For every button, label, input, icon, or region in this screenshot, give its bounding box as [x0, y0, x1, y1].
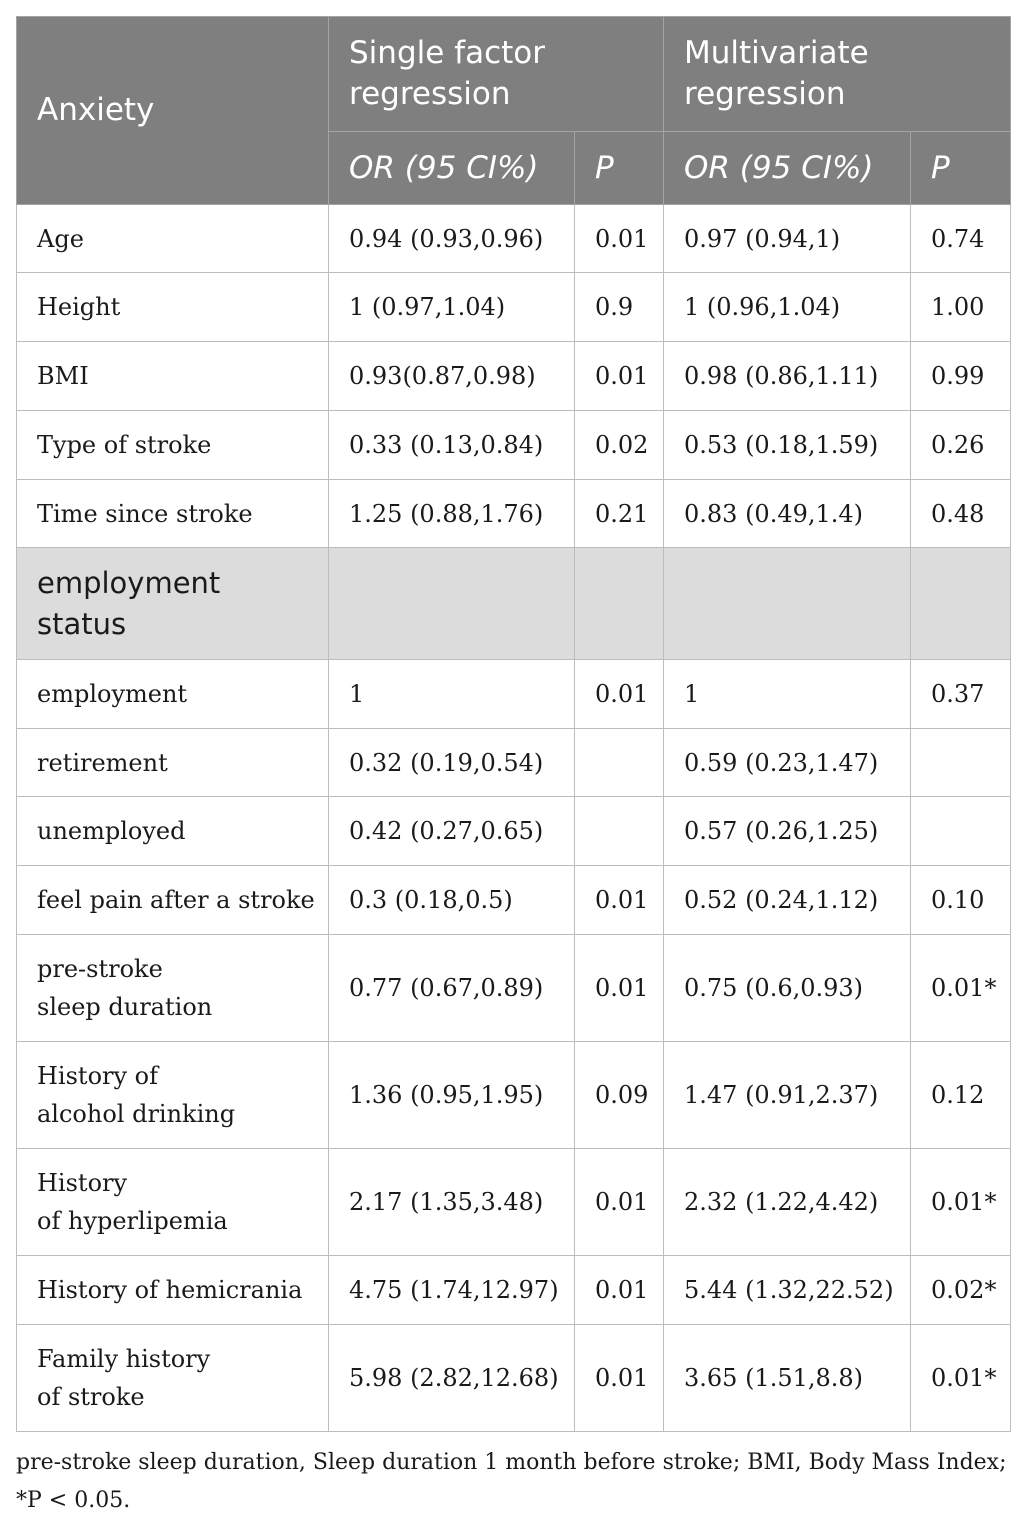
section-label: employment status	[17, 548, 329, 660]
or-single: 0.32 (0.19,0.54)	[329, 729, 575, 797]
p-single	[575, 797, 664, 866]
table-row	[17, 797, 1011, 866]
row-label: History of hemicrania	[17, 1256, 329, 1325]
or-multi: 0.57 (0.26,1.25)	[664, 797, 911, 866]
col-header-p-multi: P	[911, 132, 1011, 205]
row-label: Time since stroke	[17, 480, 329, 548]
or-single: 4.75 (1.74,12.97)	[329, 1256, 575, 1325]
p-multi: 0.01*	[911, 1149, 1011, 1256]
table-footnote	[16, 1444, 1010, 1520]
footnote-line: *P < 0.05.	[16, 1488, 131, 1513]
p-multi	[911, 729, 1011, 797]
section-empty-cell	[911, 548, 1011, 660]
row-label-line: of hyperlipemia	[37, 1207, 228, 1235]
row-header-anxiety: Anxiety	[17, 17, 329, 205]
p-multi: 0.01*	[911, 1325, 1011, 1432]
or-single: 0.3 (0.18,0.5)	[329, 866, 575, 935]
table-row	[17, 729, 1011, 797]
or-single: 0.33 (0.13,0.84)	[329, 411, 575, 480]
col-header-or-single: OR (95 CI%)	[329, 132, 575, 205]
or-single: 0.77 (0.67,0.89)	[329, 935, 575, 1042]
or-multi: 3.65 (1.51,8.8)	[664, 1325, 911, 1432]
p-multi: 1.00	[911, 273, 1011, 342]
p-multi: 0.26	[911, 411, 1011, 480]
or-multi: 0.53 (0.18,1.59)	[664, 411, 911, 480]
table-row	[17, 342, 1011, 411]
p-multi: 0.48	[911, 480, 1011, 548]
p-multi: 0.10	[911, 866, 1011, 935]
row-label-line: pre-stroke	[37, 955, 163, 983]
row-label: BMI	[17, 342, 329, 411]
table-row	[17, 866, 1011, 935]
or-multi: 2.32 (1.22,4.42)	[664, 1149, 911, 1256]
or-multi: 1	[664, 660, 911, 729]
row-label-line: History of	[37, 1062, 159, 1090]
p-single: 0.01	[575, 1325, 664, 1432]
row-label-line: of stroke	[37, 1383, 145, 1411]
or-single: 1	[329, 660, 575, 729]
p-single: 0.09	[575, 1042, 664, 1149]
row-label-line: alcohol drinking	[37, 1100, 236, 1128]
col-header-or-multi: OR (95 CI%)	[664, 132, 911, 205]
section-row-employment-status	[17, 548, 1011, 660]
table-row	[17, 935, 1011, 1042]
table-row	[17, 1042, 1011, 1149]
or-single: 1.36 (0.95,1.95)	[329, 1042, 575, 1149]
row-label: employment	[17, 660, 329, 729]
or-single: 0.94 (0.93,0.96)	[329, 205, 575, 273]
p-multi: 0.01*	[911, 935, 1011, 1042]
footnote-line: pre-stroke sleep duration, Sleep duration 1 month before stroke; BMI, Body Mass Index;	[16, 1450, 1007, 1475]
row-label: Type of stroke	[17, 411, 329, 480]
row-label: Height	[17, 273, 329, 342]
p-single: 0.01	[575, 205, 664, 273]
p-single	[575, 729, 664, 797]
or-multi: 0.98 (0.86,1.11)	[664, 342, 911, 411]
or-multi: 0.97 (0.94,1)	[664, 205, 911, 273]
p-single: 0.02	[575, 411, 664, 480]
row-label	[17, 1042, 329, 1149]
p-single: 0.01	[575, 935, 664, 1042]
or-single: 5.98 (2.82,12.68)	[329, 1325, 575, 1432]
row-label-line: Family history	[37, 1345, 211, 1373]
or-single: 0.42 (0.27,0.65)	[329, 797, 575, 866]
or-single: 1 (0.97,1.04)	[329, 273, 575, 342]
section-empty-cell	[329, 548, 575, 660]
or-single: 0.93(0.87,0.98)	[329, 342, 575, 411]
table-row	[17, 480, 1011, 548]
row-label: feel pain after a stroke	[17, 866, 329, 935]
table-row	[17, 660, 1011, 729]
p-single: 0.01	[575, 1149, 664, 1256]
row-label-line: sleep duration	[37, 993, 213, 1021]
p-multi: 0.74	[911, 205, 1011, 273]
or-single: 1.25 (0.88,1.76)	[329, 480, 575, 548]
or-multi: 0.83 (0.49,1.4)	[664, 480, 911, 548]
or-multi: 1 (0.96,1.04)	[664, 273, 911, 342]
row-label: retirement	[17, 729, 329, 797]
section-empty-cell	[664, 548, 911, 660]
p-multi: 0.99	[911, 342, 1011, 411]
table-row	[17, 411, 1011, 480]
or-single: 2.17 (1.35,3.48)	[329, 1149, 575, 1256]
or-multi: 1.47 (0.91,2.37)	[664, 1042, 911, 1149]
table-row	[17, 1325, 1011, 1432]
col-header-p-single: P	[575, 132, 664, 205]
or-multi: 5.44 (1.32,22.52)	[664, 1256, 911, 1325]
p-single: 0.21	[575, 480, 664, 548]
or-multi: 0.52 (0.24,1.12)	[664, 866, 911, 935]
p-single: 0.01	[575, 1256, 664, 1325]
group-header-single-factor: Single factor regression	[329, 17, 664, 132]
p-single: 0.01	[575, 866, 664, 935]
group-header-multivariate: Multivariate regression	[664, 17, 1011, 132]
table-row	[17, 205, 1011, 273]
row-label: unemployed	[17, 797, 329, 866]
row-label	[17, 1149, 329, 1256]
section-empty-cell	[575, 548, 664, 660]
regression-table	[16, 16, 1011, 1432]
p-multi: 0.02*	[911, 1256, 1011, 1325]
table-row	[17, 1256, 1011, 1325]
row-label	[17, 1325, 329, 1432]
row-label	[17, 935, 329, 1042]
p-single: 0.01	[575, 660, 664, 729]
table-row	[17, 1149, 1011, 1256]
p-single: 0.9	[575, 273, 664, 342]
row-label-line: History	[37, 1169, 128, 1197]
row-label: Age	[17, 205, 329, 273]
or-multi: 0.75 (0.6,0.93)	[664, 935, 911, 1042]
table-row	[17, 273, 1011, 342]
p-multi: 0.37	[911, 660, 1011, 729]
or-multi: 0.59 (0.23,1.47)	[664, 729, 911, 797]
p-multi	[911, 797, 1011, 866]
p-multi: 0.12	[911, 1042, 1011, 1149]
p-single: 0.01	[575, 342, 664, 411]
